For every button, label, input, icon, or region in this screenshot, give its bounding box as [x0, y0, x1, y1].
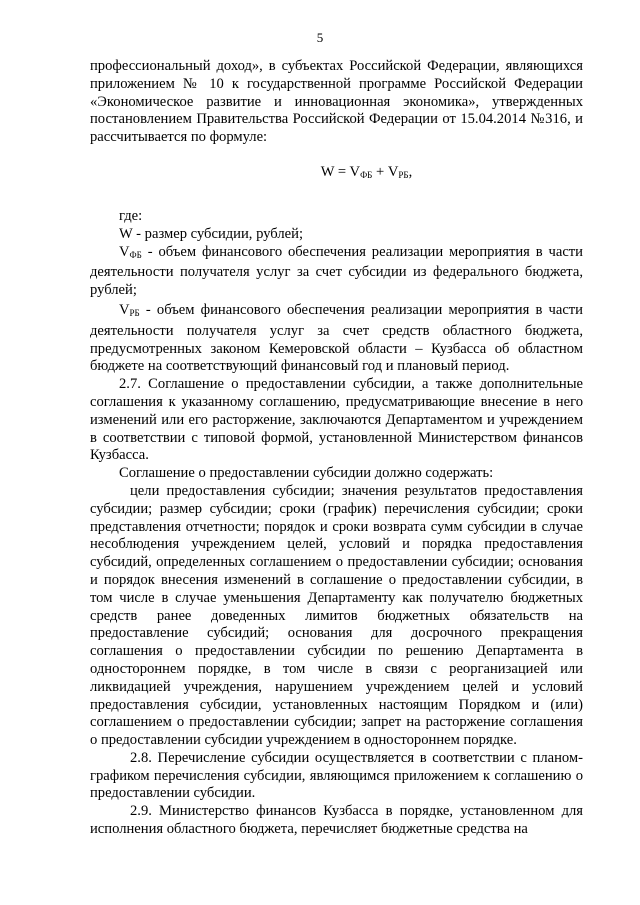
formula-v-fb: V	[349, 163, 361, 180]
paragraph-2-8: 2.8. Перечисление субсидии осуществляется в соответствии с планом-графиком перечисления субсидии, являющимся приложением к соглашению о предоставлении субсидии.	[90, 749, 583, 802]
document-body	[90, 58, 583, 839]
definition-w: W - размер субсидии, рублей;	[119, 225, 303, 242]
definition-v-rb	[90, 302, 583, 376]
formula-equals: =	[334, 163, 350, 180]
definition-v-fb-symbol: V	[119, 243, 130, 260]
paragraph-intro: профессиональный доход», в субъектах Российской Федерации, являющихся приложением № 10 к государственной программе Российской Федерации «Экономическое развитие и инновационная экономика», утвержденных постановлением Правительства Российской Федерации от 15.04.2014 №316, и рассчитывается по формуле:	[90, 58, 583, 146]
formula-plus: +	[372, 163, 388, 180]
page-number: 5	[316, 30, 324, 45]
paragraph-2-9: 2.9. Министерство финансов Кузбасса в порядке, установленном для исполнения областного бюджета, перечисляет бюджетные средства на	[90, 803, 583, 838]
formula-sub-fb: ФБ	[360, 169, 373, 180]
subsidy-formula	[150, 163, 583, 184]
paragraph-agreement-body: цели предоставления субсидии; значения результатов предоставления субсидии; размер субсидии; сроки (график) перечисления субсидии; сроки представления отчетности; порядок и сроки возврата сумм субсидии в случае несоблюдения учреждением целей, условий и порядка предоставления субсидий, определенных соглашением о предоставлении субсидии; основания и порядок внесения изменений в соглашение о предоставлении субсидии, в том числе в случае уменьшения Департаменту как получателю бюджетных средств ранее доведенных лимитов бюджетных обязательств на предоставление субсидий; основания для досрочного прекращения соглашения о предоставлении субсидии по решению Департамента в одностороннем порядке, в том числе в связи с реорганизацией или ликвидацией учреждения, нарушением учреждением целей и условий предоставления субсидии, установленных настоящим Порядком и (или) соглашением о предоставлении субсидии; запрет на расторжение соглашения о предоставлении субсидии учреждением в одностороннем порядке.	[90, 482, 583, 749]
definition-v-rb-text: - объем финансового обеспечения реализации мероприятия в части деятельности получателя услуг за счет средств областного бюджета, предусмотренных законом Кемеровской области – Кузбасса об областном бюджете на соответствующий финансовый год и плановый период.	[90, 301, 583, 375]
formula-v-rb: V	[387, 163, 399, 180]
definition-v-fb-sub: ФБ	[129, 249, 142, 260]
where-label: где:	[119, 207, 143, 224]
definition-v-rb-sub: РБ	[129, 307, 140, 318]
definition-v-fb	[90, 244, 583, 300]
formula-comma: ,	[408, 163, 413, 180]
formula-sub-rb: РБ	[398, 169, 409, 180]
formula-w: W	[320, 163, 335, 180]
definition-v-rb-symbol: V	[119, 301, 130, 318]
definition-v-fb-text: - объем финансового обеспечения реализации мероприятия в части деятельности получателя услуг за счет субсидии из федерального бюджета, рублей;	[90, 243, 583, 299]
paragraph-agreement-head: Соглашение о предоставлении субсидии должно содержать:	[119, 465, 494, 482]
paragraph-2-7: 2.7. Соглашение о предоставлении субсидии, а также дополнительные соглашения к указанному соглашению, предусматривающие внесение в него изменений или его расторжение, заключаются Департаментом и учреждением в соответствии с типовой формой, установленной Министерством финансов Кузбасса.	[90, 376, 583, 464]
